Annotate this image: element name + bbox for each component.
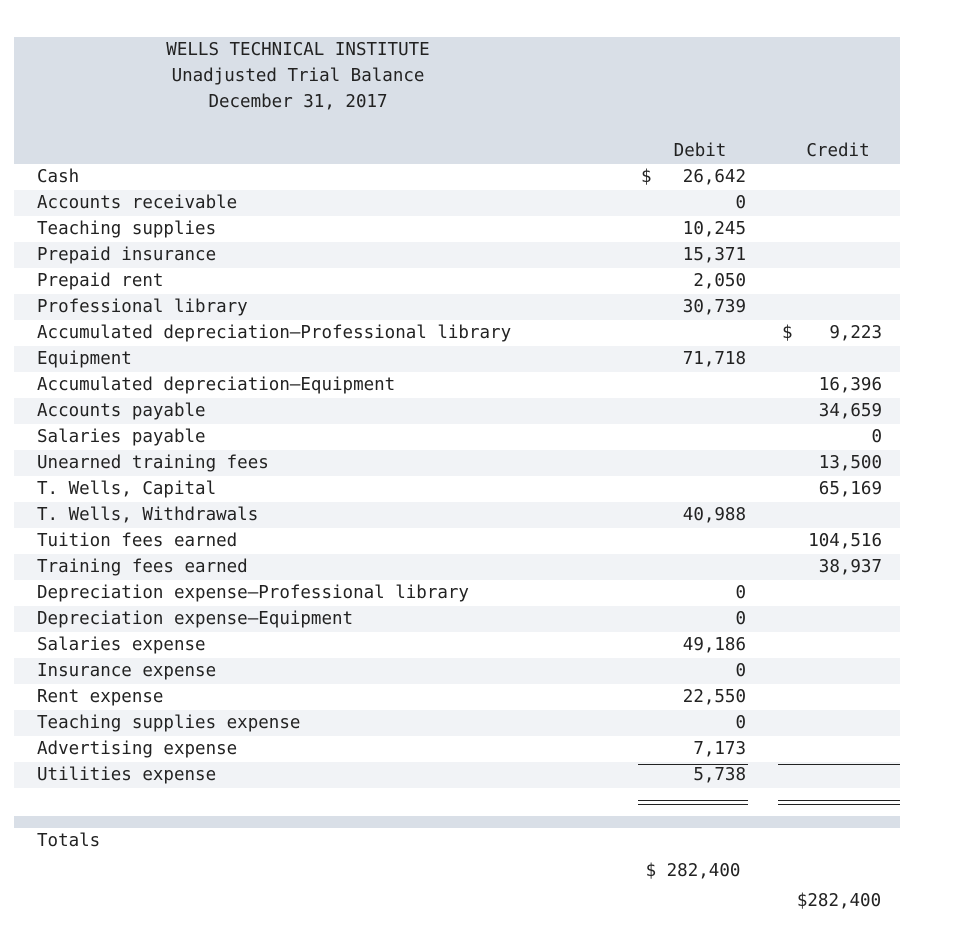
debit-amount: 15,371 xyxy=(682,245,746,265)
debit-amount: 0 xyxy=(735,609,746,629)
table-row xyxy=(14,372,900,398)
debit-amount: 0 xyxy=(735,583,746,603)
table-row xyxy=(14,554,900,580)
account-name: Accumulated depreciation—Professional library xyxy=(37,323,512,343)
debit-amount: 0 xyxy=(735,713,746,733)
account-name: Teaching supplies expense xyxy=(37,713,301,733)
debit-subtotal-rule xyxy=(638,764,748,765)
debit-amount: 71,718 xyxy=(682,349,746,369)
table-row xyxy=(14,710,900,736)
debit-column-header: Debit xyxy=(673,141,727,161)
credit-amount: 38,937 xyxy=(818,557,882,577)
table-row xyxy=(14,658,900,684)
account-name: T. Wells, Withdrawals xyxy=(37,505,259,525)
credit-amount: 65,169 xyxy=(818,479,882,499)
spacer xyxy=(14,788,900,796)
table-row xyxy=(14,242,900,268)
debit-amount: 0 xyxy=(735,193,746,213)
debit-amount: 40,988 xyxy=(682,505,746,525)
table-row xyxy=(14,424,900,450)
company-name: WELLS TECHNICAL INSTITUTE xyxy=(166,40,430,60)
total-debit: $ 282,400 xyxy=(645,861,741,881)
account-name: Utilities expense xyxy=(37,765,217,785)
account-name: Training fees earned xyxy=(37,557,248,577)
account-name: Equipment xyxy=(37,349,132,369)
account-name: Tuition fees earned xyxy=(37,531,238,551)
account-name: Salaries expense xyxy=(37,635,206,655)
credit-amount: 9,223 xyxy=(829,323,882,343)
account-name: Accumulated depreciation—Equipment xyxy=(37,375,396,395)
account-name: Prepaid insurance xyxy=(37,245,217,265)
credit-amount: 0 xyxy=(871,427,882,447)
account-name: Salaries payable xyxy=(37,427,206,447)
debit-amount: 30,739 xyxy=(682,297,746,317)
debit-amount: 7,173 xyxy=(693,739,746,759)
credit-amount: 104,516 xyxy=(808,531,882,551)
account-name: Rent expense xyxy=(37,687,164,707)
table-row xyxy=(14,736,900,762)
total-credit: $282,400 xyxy=(796,891,882,911)
debit-amount: 2,050 xyxy=(693,271,746,291)
table-row xyxy=(14,190,900,216)
account-rows xyxy=(14,164,900,788)
table-row xyxy=(14,606,900,632)
account-name: Depreciation expense—Professional library xyxy=(37,583,469,603)
credit-dollar-sign: $ xyxy=(782,323,793,343)
table-row xyxy=(14,294,900,320)
credit-amount: 34,659 xyxy=(818,401,882,421)
account-name: T. Wells, Capital xyxy=(37,479,217,499)
column-headers xyxy=(14,138,900,164)
table-row xyxy=(14,268,900,294)
footer-bar xyxy=(14,816,900,828)
account-name: Teaching supplies xyxy=(37,219,217,239)
credit-amount: 13,500 xyxy=(818,453,882,473)
account-name: Accounts payable xyxy=(37,401,206,421)
account-name: Cash xyxy=(37,167,80,187)
table-row xyxy=(14,450,900,476)
account-name: Depreciation expense—Equipment xyxy=(37,609,354,629)
debit-amount: 22,550 xyxy=(682,687,746,707)
credit-subtotal-rule xyxy=(778,764,900,765)
table-row xyxy=(14,398,900,424)
account-name: Prepaid rent xyxy=(37,271,164,291)
debit-amount: 10,245 xyxy=(682,219,746,239)
debit-dollar-sign: $ xyxy=(641,167,652,187)
credit-total-double-rule xyxy=(778,800,900,805)
debit-amount: 49,186 xyxy=(682,635,746,655)
table-row xyxy=(14,164,900,190)
table-row xyxy=(14,216,900,242)
table-row xyxy=(14,346,900,372)
debit-total-double-rule xyxy=(638,800,748,805)
report-header xyxy=(14,37,900,138)
table-row xyxy=(14,762,900,788)
statement-date: December 31, 2017 xyxy=(208,92,388,112)
table-row xyxy=(14,528,900,554)
account-name: Professional library xyxy=(37,297,248,317)
statement-title: Unadjusted Trial Balance xyxy=(171,66,425,86)
table-row xyxy=(14,684,900,710)
account-name: Unearned training fees xyxy=(37,453,269,473)
trial-balance-sheet xyxy=(14,37,900,911)
table-row xyxy=(14,476,900,502)
table-row xyxy=(14,632,900,658)
account-name: Advertising expense xyxy=(37,739,238,759)
account-name: Insurance expense xyxy=(37,661,217,681)
account-name: Accounts receivable xyxy=(37,193,238,213)
debit-amount: 5,738 xyxy=(693,765,746,785)
credit-amount: 16,396 xyxy=(818,375,882,395)
table-row xyxy=(14,502,900,528)
debit-amount: 26,642 xyxy=(682,167,746,187)
debit-amount: 0 xyxy=(735,661,746,681)
credit-column-header: Credit xyxy=(806,141,870,161)
totals-label: Totals xyxy=(37,831,101,851)
table-row xyxy=(14,580,900,606)
table-row xyxy=(14,320,900,346)
